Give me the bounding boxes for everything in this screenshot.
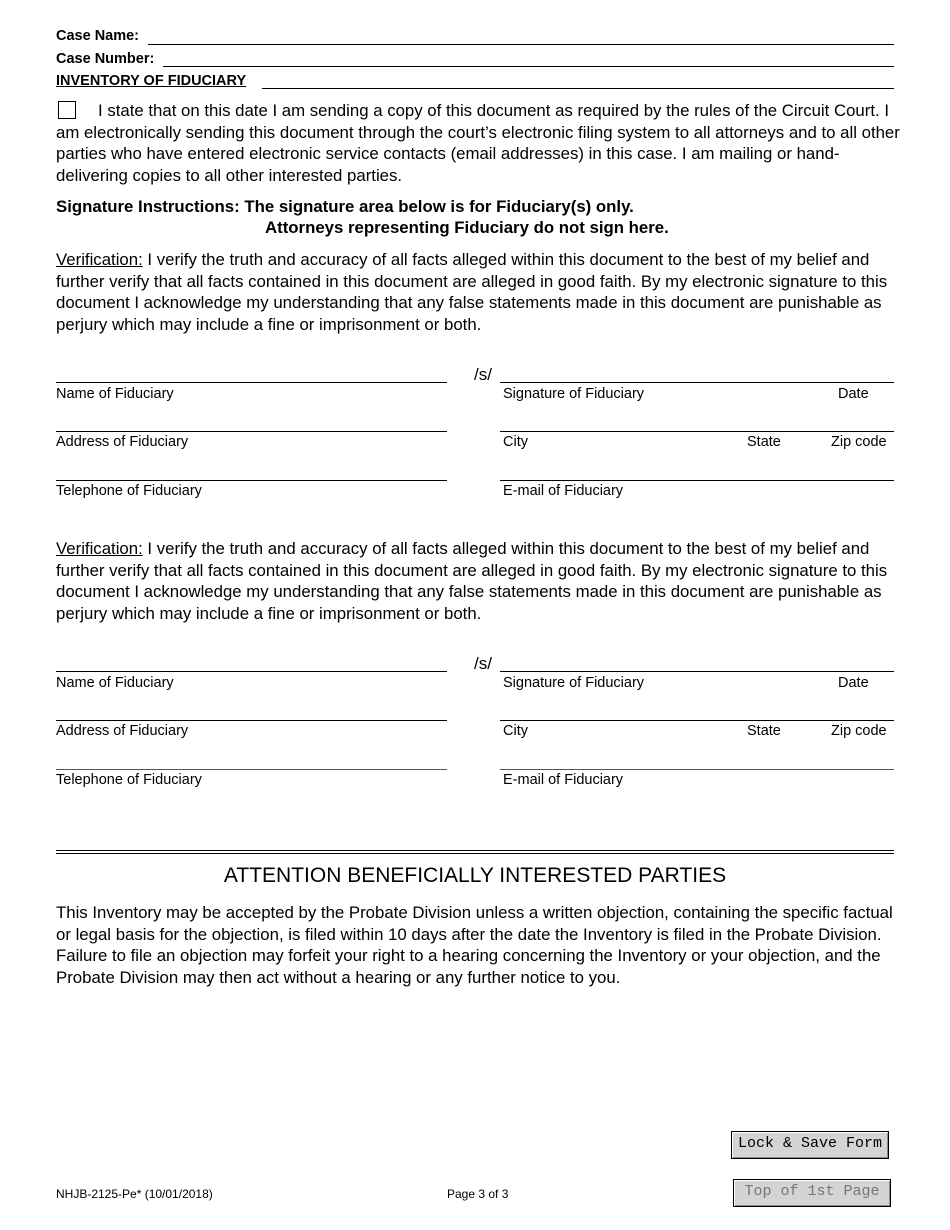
- email-label: E-mail of Fiduciary: [503, 483, 624, 499]
- case-number-line[interactable]: [163, 66, 894, 67]
- email-line[interactable]: [500, 769, 894, 770]
- address-label: Address of Fiduciary: [56, 434, 189, 450]
- city-label: City: [503, 723, 528, 739]
- signature-instructions-line2: Attorneys representing Fiduciary do not sign here.: [265, 218, 669, 237]
- signature-instructions-line1: Signature Instructions: The signature area below is for Fiduciary(s) only.: [56, 197, 634, 216]
- divider-bottom: [56, 853, 894, 854]
- address-label: Address of Fiduciary: [56, 723, 189, 739]
- date-label: Date: [838, 386, 869, 402]
- form-id: NHJB-2125-Pe* (10/01/2018): [56, 1187, 213, 1201]
- divider-top: [56, 850, 894, 851]
- email-label: E-mail of Fiduciary: [503, 772, 624, 788]
- top-of-first-page-button[interactable]: Top of 1st Page: [733, 1179, 891, 1207]
- city-state-zip-line[interactable]: [500, 431, 894, 432]
- signature-label: Signature of Fiduciary: [503, 386, 645, 402]
- address-line[interactable]: [56, 720, 447, 721]
- city-label: City: [503, 434, 528, 450]
- verification-1: [56, 249, 902, 335]
- sig-prefix: /s/: [474, 654, 492, 673]
- verification-text: I verify the truth and accuracy of all facts alleged within this document to the best of my belief and further verify that all facts contained in this document are alleged in good faith. By my electronic signature to this document I acknowledge my understanding that any false statements made in this document are punishable as perjury which may include a fine or imprisonment or both.: [56, 539, 888, 623]
- attention-title: ATTENTION BENEFICIALLY INTERESTED PARTIES: [223, 864, 727, 887]
- name-line[interactable]: [56, 382, 447, 383]
- signature-line[interactable]: [500, 382, 894, 383]
- sig-prefix: /s/: [474, 365, 492, 384]
- verification-2: [56, 538, 902, 624]
- form-title-line: [262, 88, 894, 89]
- zip-label: Zip code: [831, 434, 887, 450]
- address-line[interactable]: [56, 431, 447, 432]
- name-label: Name of Fiduciary: [56, 675, 174, 691]
- certification-text: I state that on this date I am sending a copy of this document as required by the rules of the Circuit Court. I am electronically sending this document through the court’s electronic filing system to all attorneys and to all other parties who have entered electronic service contacts (email addresses) in this case. I am mailing or hand-delivering copies to all other interested parties.: [56, 101, 900, 185]
- phone-line[interactable]: [56, 480, 447, 481]
- lock-save-form-button[interactable]: Lock & Save Form: [731, 1131, 889, 1159]
- state-label: State: [747, 723, 781, 739]
- state-label: State: [747, 434, 781, 450]
- email-line[interactable]: [500, 480, 894, 481]
- verification-label: Verification:: [56, 539, 143, 558]
- phone-label: Telephone of Fiduciary: [56, 483, 202, 499]
- name-line[interactable]: [56, 671, 447, 672]
- date-label: Date: [838, 675, 869, 691]
- phone-line[interactable]: [56, 769, 447, 770]
- case-number-label: Case Number:: [56, 51, 155, 67]
- form-title: INVENTORY OF FIDUCIARY: [56, 73, 247, 89]
- signature-label: Signature of Fiduciary: [503, 675, 645, 691]
- name-label: Name of Fiduciary: [56, 386, 174, 402]
- case-name-line[interactable]: [148, 44, 894, 45]
- signature-line[interactable]: [500, 671, 894, 672]
- case-name-label: Case Name:: [56, 28, 140, 44]
- page-number: Page 3 of 3: [447, 1187, 509, 1201]
- phone-label: Telephone of Fiduciary: [56, 772, 202, 788]
- verification-text: I verify the truth and accuracy of all facts alleged within this document to the best of my belief and further verify that all facts contained in this document are alleged in good faith. By my electronic signature to this document I acknowledge my understanding that any false statements made in this document are punishable as perjury which may include a fine or imprisonment or both.: [56, 250, 888, 334]
- verification-label: Verification:: [56, 250, 143, 269]
- attention-text: This Inventory may be accepted by the Probate Division unless a written objection, containing the specific factual or legal basis for the objection, is filed within 10 days after the date the Inventory is filed in the Probate Division. Failure to file an objection may forfeit your right to a hearing concerning the Inventory or your objection, and the Probate Division may then act without a hearing or any further notice to you.: [56, 903, 893, 987]
- zip-label: Zip code: [831, 723, 887, 739]
- city-state-zip-line[interactable]: [500, 720, 894, 721]
